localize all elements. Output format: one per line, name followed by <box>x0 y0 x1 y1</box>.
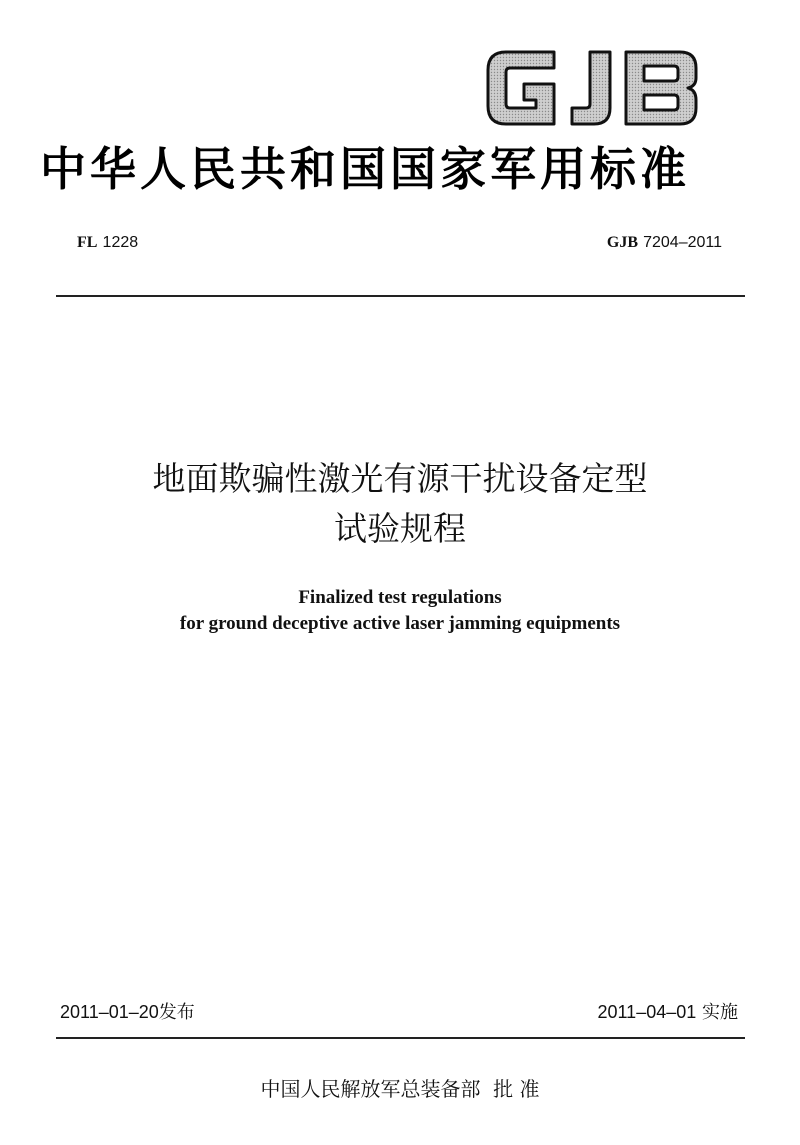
implementation-date-value: 2011–04–01 <box>597 1002 697 1022</box>
fl-number: 1228 <box>102 234 139 251</box>
classification-code <box>77 232 138 253</box>
gjb-logo <box>484 44 702 130</box>
title-english-line-1: Finalized test regulations <box>298 587 502 608</box>
implementation-date <box>597 1000 738 1025</box>
approval-line <box>0 1075 800 1103</box>
bottom-divider <box>56 1037 745 1039</box>
approving-authority: 中国人民解放军总装备部 <box>260 1077 481 1101</box>
top-divider <box>56 295 745 297</box>
fl-label: FL <box>77 234 98 251</box>
standard-type-heading: 中华人民共和国国家军用标准 <box>40 142 690 196</box>
standard-number <box>607 232 722 253</box>
title-english-line-2: for ground deceptive active laser jamming equipments <box>179 613 621 634</box>
implementation-date-label: 实施 <box>702 1002 738 1023</box>
gjb-number: 7204–2011 <box>643 234 722 251</box>
approval-action: 批 准 <box>493 1077 540 1101</box>
issue-date <box>60 1000 195 1025</box>
title-chinese-line-1: 地面欺骗性激光有源干扰设备定型 <box>152 459 648 498</box>
issue-date-value: 2011–01–20 <box>60 1002 159 1022</box>
gjb-label: GJB <box>606 234 638 251</box>
title-chinese-line-2: 试验规程 <box>334 509 466 548</box>
issue-date-label: 发布 <box>158 1002 195 1023</box>
